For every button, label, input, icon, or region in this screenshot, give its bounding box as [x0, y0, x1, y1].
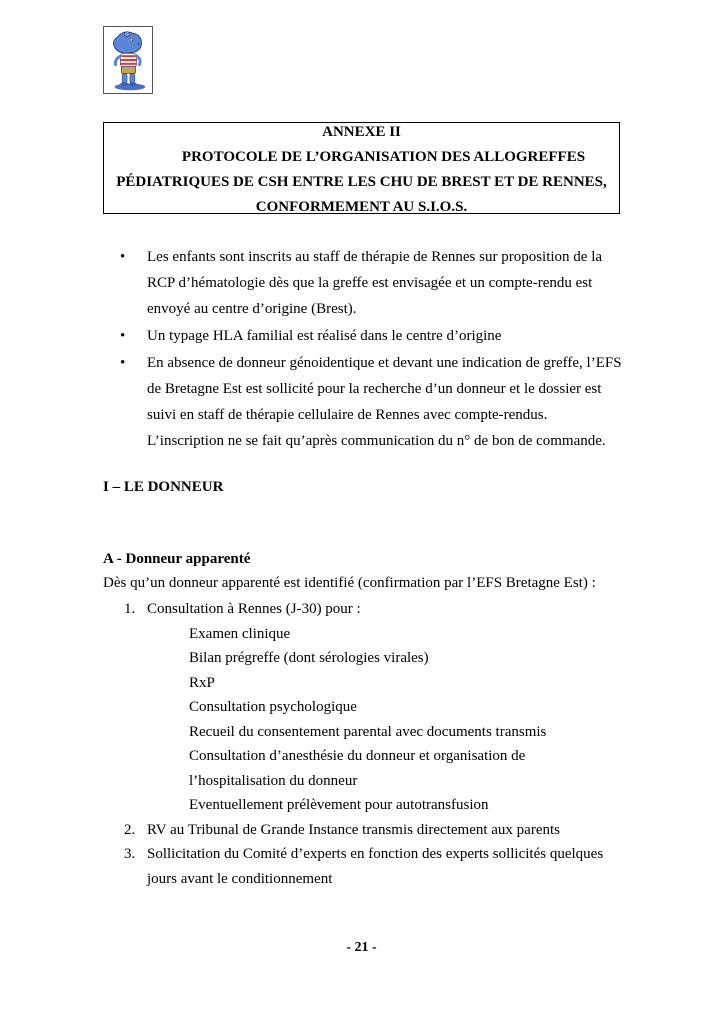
annex-heading: ANNEXE II: [322, 124, 401, 140]
step-text: RV au Tribunal de Grande Instance transmis directement aux parents: [147, 821, 560, 838]
list-item: Examen clinique: [189, 625, 291, 642]
hippo-mascot-icon: [104, 27, 152, 93]
page-number-text: - 21 -: [346, 940, 377, 955]
list-item: [124, 818, 624, 843]
step-number: 1.: [124, 601, 136, 617]
list-item: [124, 842, 624, 891]
protocol-title-line-2: PÉDIATRIQUES DE CSH ENTRE LES CHU DE BREST ET DE RENNES,: [116, 174, 607, 190]
steps-list: [124, 597, 624, 891]
subsection-title: A - Donneur apparenté: [103, 551, 251, 567]
step-number: 3.: [124, 846, 136, 862]
step-number: 2.: [124, 821, 136, 838]
protocol-title-line-3: CONFORMEMENT AU S.I.O.S.: [255, 199, 468, 215]
step-text: Sollicitation du Comité d’experts en fonction des experts sollicités quelques jours avant le conditionnement: [147, 846, 604, 887]
logo: [103, 26, 153, 94]
intro-bullet-list: [118, 244, 623, 455]
list-item: [118, 350, 623, 454]
list-item: [124, 597, 624, 818]
list-item: RxP: [189, 674, 215, 691]
bullet-text: En absence de donneur génoidentique et devant une indication de greffe, l’EFS de Bretagne Est est sollicité pour la recherche d’un donneur et le dossier est suivi en staff de thérapie cellulaire de Rennes avec compte-rendus. L’inscription ne se fait qu’après communication du n° de bon de commande.: [147, 355, 622, 449]
bullet-text: Les enfants sont inscrits au staff de thérapie de Rennes sur proposition de la RCP d’hématologie dès que la greffe est envisagée et un compte-rendu est envoyé au centre d’origine (Brest).: [147, 249, 603, 317]
bullet-icon: •: [120, 328, 126, 344]
list-item: Bilan prégreffe (dont sérologies virales): [189, 650, 429, 666]
bullet-icon: •: [120, 355, 126, 371]
bullet-icon: •: [120, 249, 126, 265]
protocol-title-line-1: PROTOCOLE DE L’ORGANISATION DES ALLOGREFFES: [181, 149, 586, 165]
list-item: [118, 323, 623, 349]
list-item: Consultation d’anesthésie du donneur et organisation de l’hospitalisation du donneur: [189, 748, 526, 789]
list-item: [118, 244, 623, 322]
list-item: Recueil du consentement parental avec documents transmis: [189, 723, 547, 740]
section-title: I – LE DONNEUR: [103, 479, 224, 495]
bullet-text: Un typage HLA familial est réalisé dans le centre d’origine: [147, 328, 502, 344]
intro-paragraph: Dès qu’un donneur apparenté est identifié (confirmation par l’EFS Bretagne Est) :: [103, 575, 596, 591]
page-number: [0, 940, 723, 956]
list-item: Consultation psychologique: [189, 699, 357, 715]
list-item: Eventuellement prélèvement pour autotransfusion: [189, 797, 489, 813]
step-sub-list: [147, 622, 624, 818]
annex-title-box: [103, 122, 620, 214]
step-text: Consultation à Rennes (J-30) pour :: [147, 601, 361, 617]
